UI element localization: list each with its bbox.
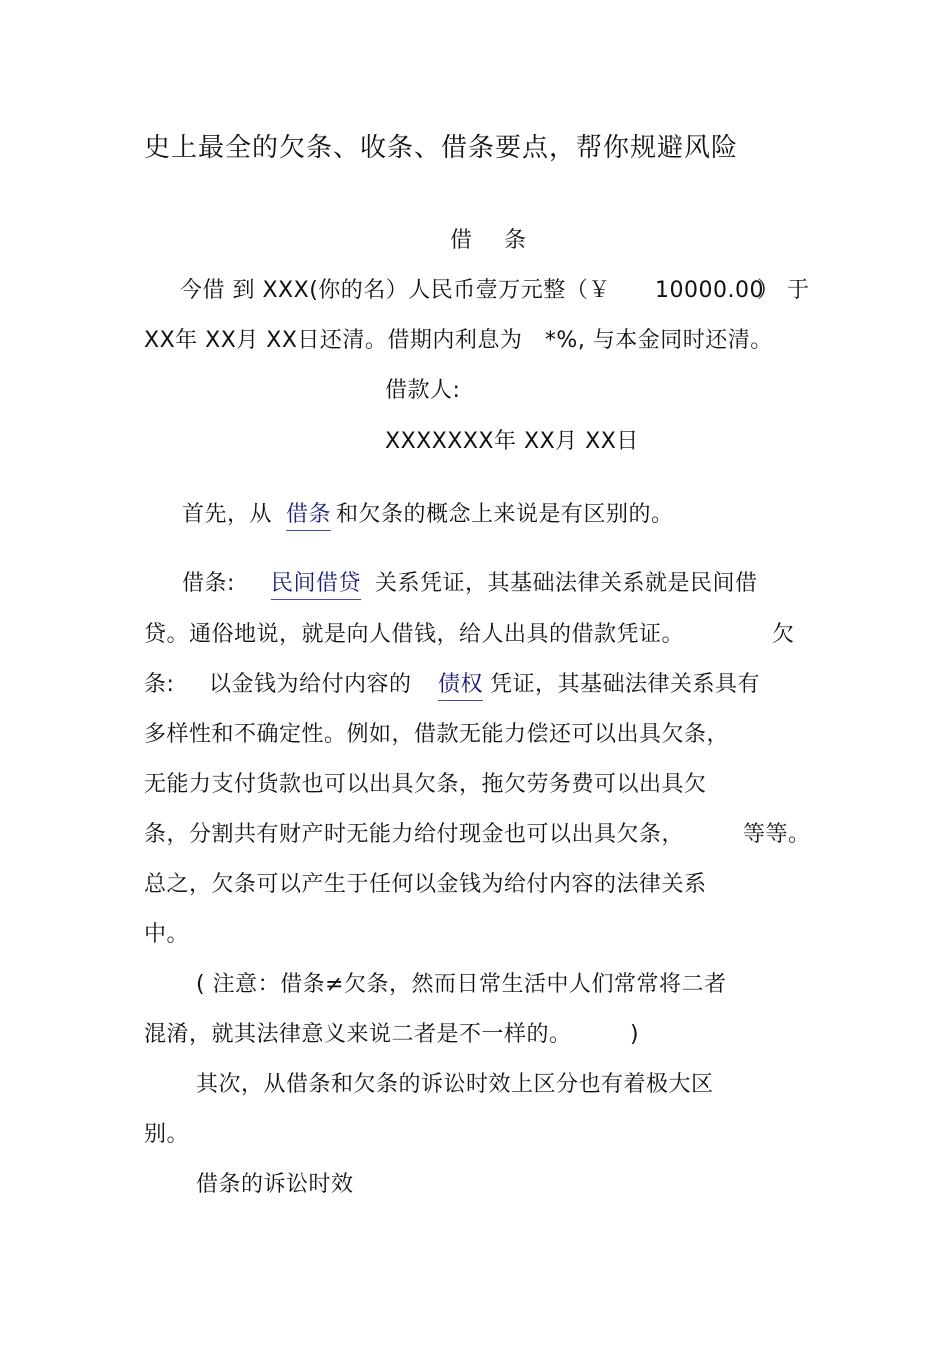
para2-line4: 多样性和不确定性。例如，借款无能力偿还可以出具欠条，: [144, 722, 730, 747]
para2-line6-text: 条，分割共有财产时无能力给付现金也可以出具欠条，: [144, 822, 685, 847]
para2-line3-text: 以金钱为给付内容的: [209, 672, 412, 697]
creditor-rights-link[interactable]: 债权: [438, 670, 483, 701]
para2-line2-text: 贷。通俗地说，就是向人借钱，给人出具的借款凭证。: [144, 622, 685, 647]
para2-line1-text: 关系凭证，其基础法律关系就是民间借: [375, 571, 758, 596]
para2-line5: 无能力支付货款也可以出具欠条，拖欠劳务费可以出具欠: [144, 772, 707, 797]
private-lending-link[interactable]: 民间借贷: [271, 569, 361, 600]
para2-line7: 总之，欠条可以产生于任何以金钱为给付内容的法律关系: [144, 872, 707, 897]
signature-date: XXXXXXX年 XX月 XX日: [385, 429, 639, 454]
para4-line2: 别。: [144, 1122, 190, 1147]
para4-line1: 其次，从借条和欠条的诉讼时效上区分也有着极大区: [196, 1072, 714, 1097]
para2-loan-label: 借条:: [182, 571, 235, 596]
para2-line2-tail: 欠: [772, 622, 795, 647]
para3-line2-text: 混淆，就其法律意义来说二者是不一样的。: [144, 1022, 572, 1047]
borrower-label: 借款人:: [385, 378, 461, 403]
section-heading: 借条的诉讼时效: [196, 1172, 354, 1197]
para2-line8: 中。: [144, 922, 190, 947]
para2-line3-end: 凭证，其基础法律关系具有: [490, 672, 761, 697]
loan-note-link[interactable]: 借条: [286, 500, 331, 531]
para3-line2-tail: ): [630, 1022, 640, 1047]
para3-line1: ( 注意：借条≠欠条，然而日常生活中人们常常将二者: [196, 972, 727, 997]
document-title: 史上最全的欠条、收条、借条要点，帮你规避风险: [144, 133, 739, 163]
para2-debt-label: 条:: [144, 672, 175, 697]
note-line-1-tail: ） 于: [757, 278, 810, 303]
note-line-2: XX年 XX月 XX日还清。借期内利息为 *%, 与本金同时还清。: [144, 328, 773, 353]
note-line-1-text: 今借 到 XXX(你的名）人民币壹万元整（￥: [180, 278, 611, 303]
note-amount: 10000.00: [655, 278, 764, 303]
para1-text-end: 和欠条的概念上来说是有区别的。: [336, 502, 674, 527]
note-heading: 借 条: [450, 228, 527, 253]
para2-line6-tail: 等等。: [743, 822, 811, 847]
para1-text-start: 首先，从: [182, 502, 273, 527]
